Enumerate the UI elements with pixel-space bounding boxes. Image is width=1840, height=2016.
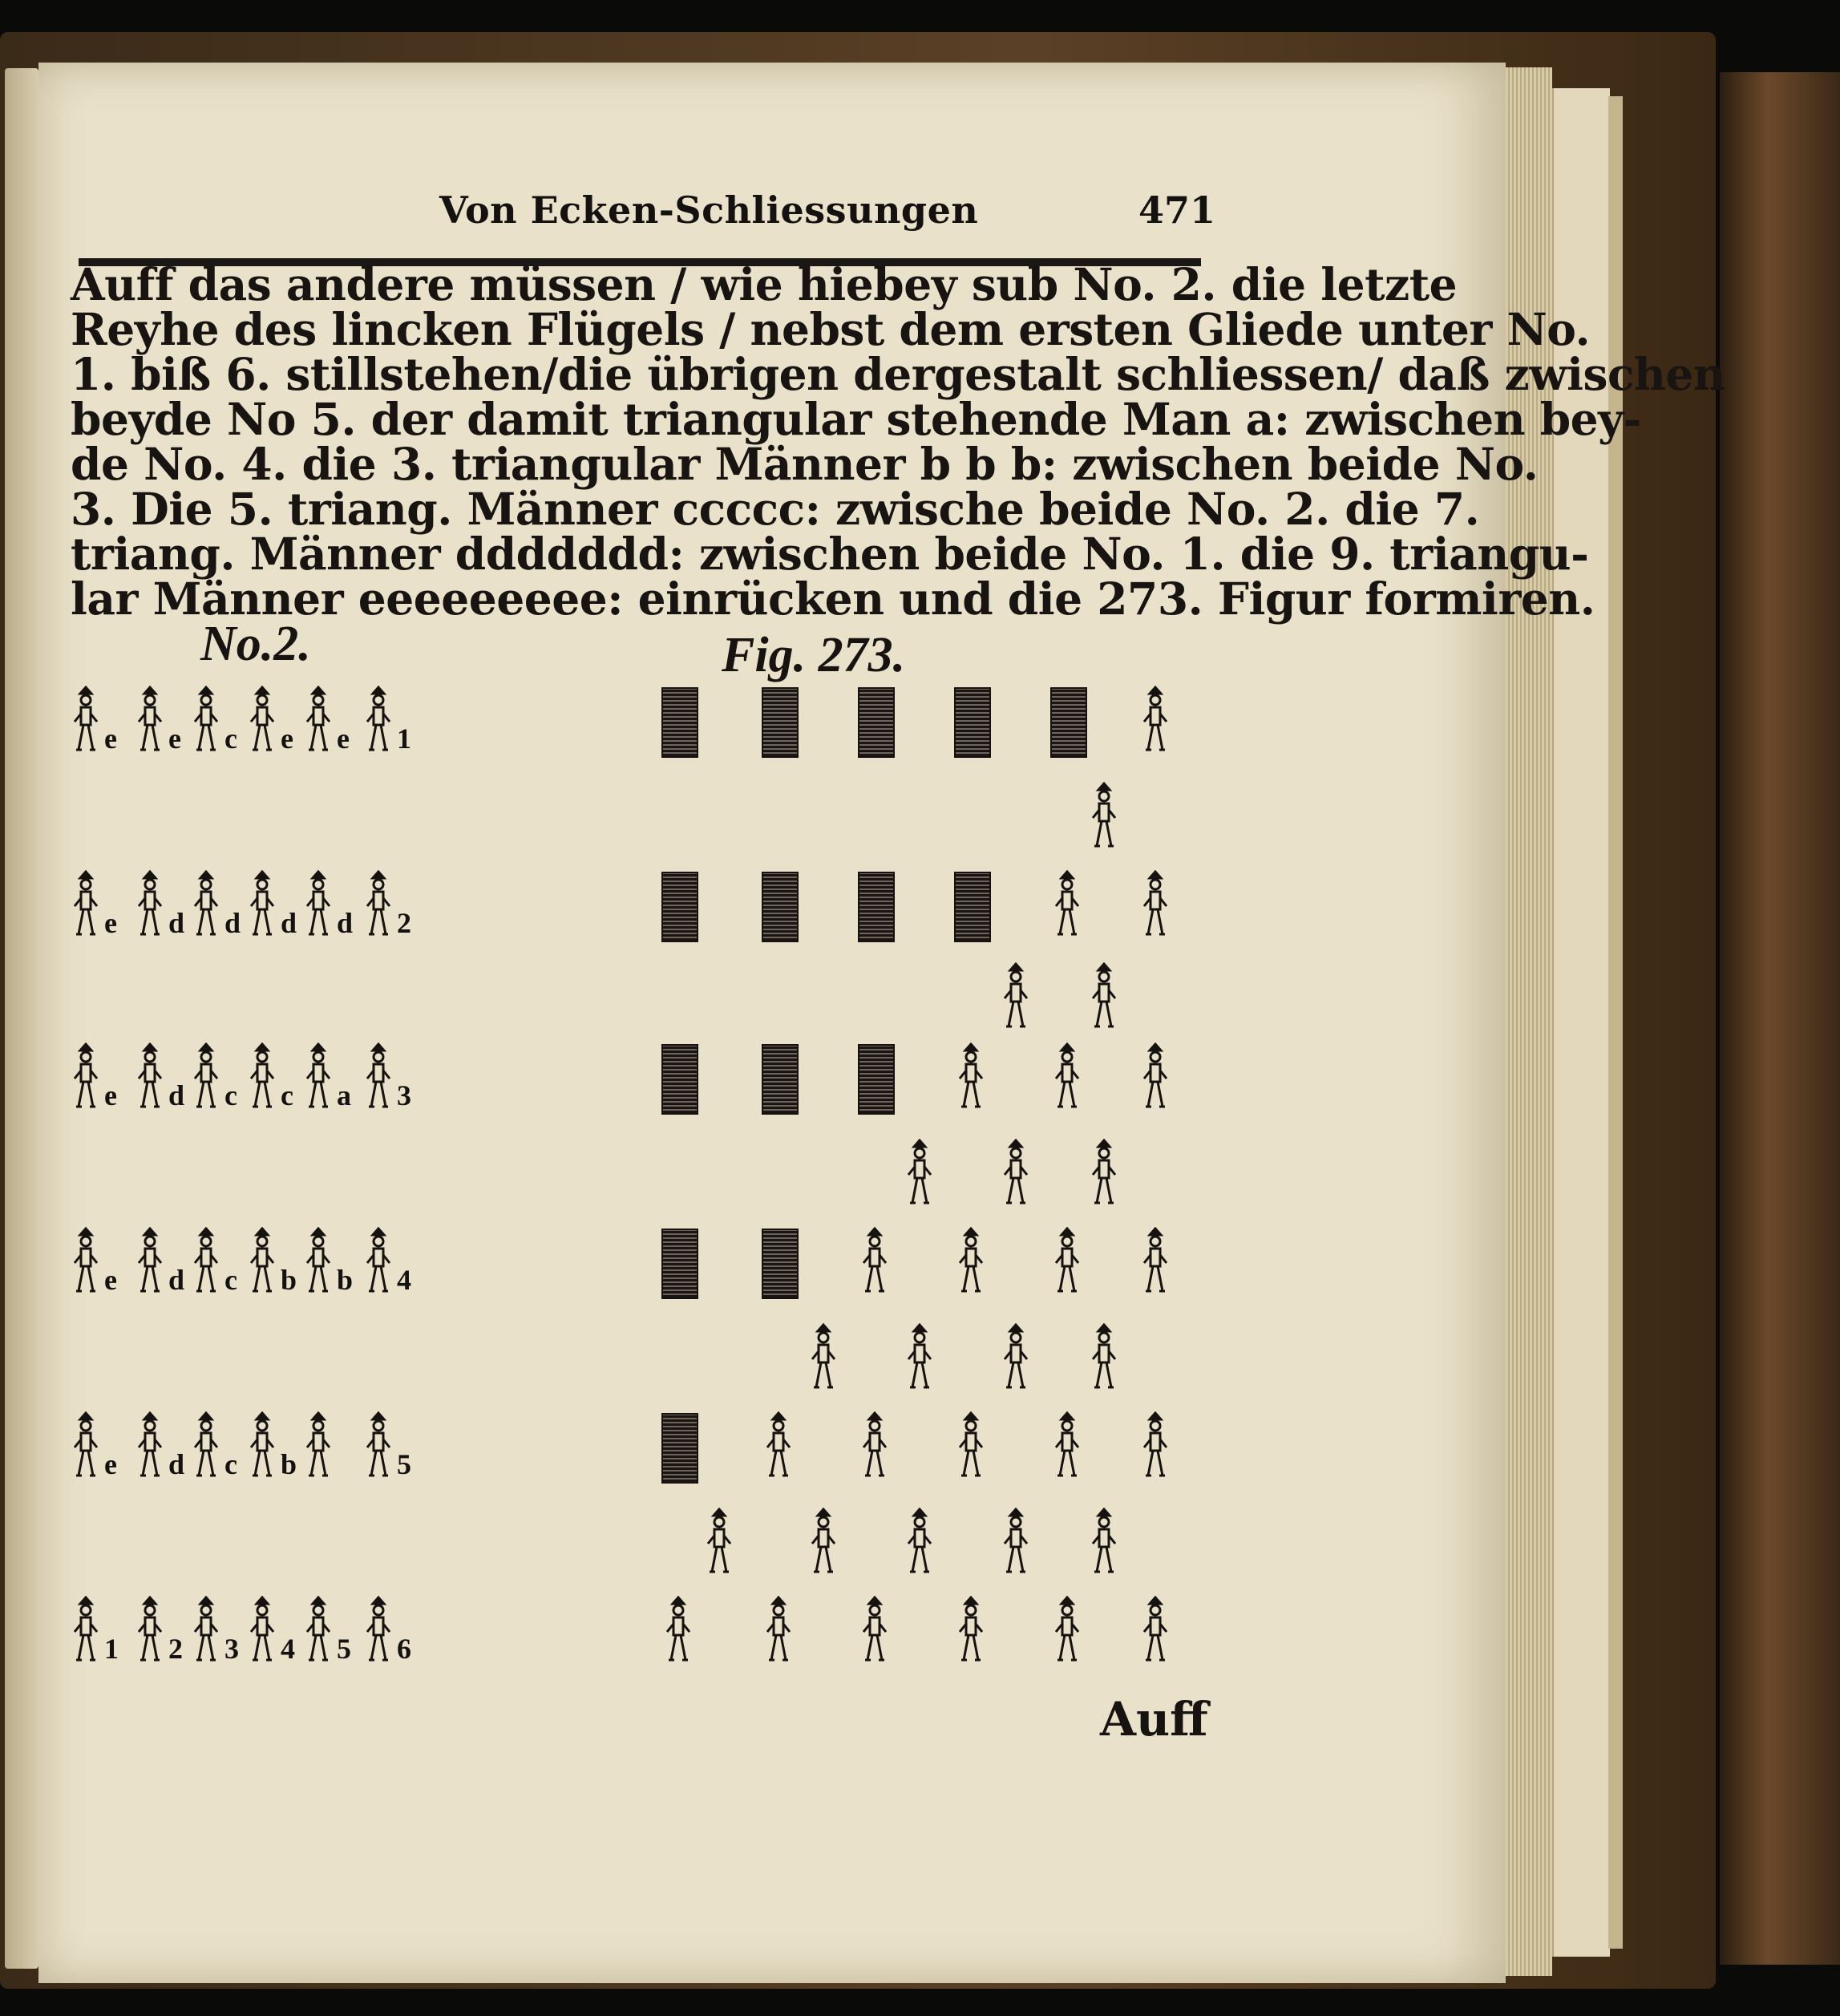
soldier-figure <box>1053 1596 1081 1666</box>
soldier-figure <box>665 1596 692 1666</box>
soldier-block <box>661 687 698 758</box>
rank-label: d <box>168 1264 185 1296</box>
catchword: Auff <box>1100 1692 1208 1747</box>
soldier-figure <box>1090 1139 1118 1209</box>
soldier-figure <box>365 686 392 756</box>
soldier-figure <box>249 870 276 941</box>
body-line: Auff das andere müssen / wie hiebey sub No. 2. die letzte <box>71 258 1458 310</box>
soldier-block <box>661 1044 698 1115</box>
body-line: 3. Die 5. triang. Männer ccccc: zwische beide No. 2. die 7. <box>71 483 1480 535</box>
soldier-figure <box>192 686 220 756</box>
soldier-figure <box>1090 1508 1118 1578</box>
page-number: 471 <box>1138 188 1216 232</box>
soldier-figure <box>1142 1411 1169 1482</box>
rank-label: c <box>224 1448 237 1480</box>
soldier-figure <box>305 870 332 941</box>
soldier-block <box>661 1413 698 1484</box>
soldier-figure <box>249 1227 276 1297</box>
soldier-figure <box>861 1227 888 1297</box>
rank-label: a <box>337 1079 351 1111</box>
rank-label: c <box>281 1079 293 1111</box>
soldier-figure <box>136 1227 164 1297</box>
body-line: 1. biß 6. stillstehen/die übrigen dergestalt schliessen/ daß zwischen <box>71 348 1725 400</box>
soldier-figure <box>305 686 332 756</box>
soldier-figure <box>906 1508 933 1578</box>
rank-label: b <box>337 1264 354 1296</box>
rank-label: d <box>224 907 241 939</box>
soldier-figure <box>1002 1139 1029 1209</box>
rank-label: 4 <box>397 1264 411 1296</box>
soldier-figure <box>72 1596 99 1666</box>
soldier-block <box>954 687 991 758</box>
soldier-block <box>762 1044 799 1115</box>
rank-label: e <box>104 1448 117 1480</box>
soldier-figure <box>72 686 99 756</box>
soldier-figure <box>72 870 99 941</box>
soldier-figure <box>365 1227 392 1297</box>
body-line: lar Männer eeeeeeeee: einrücken und die 273. Figur formiren. <box>71 573 1595 625</box>
body-line: Reyhe des lincken Flügels / nebst dem ersten Gliede unter No. <box>71 303 1591 355</box>
soldier-figure <box>1142 1596 1169 1666</box>
rank-label: c <box>224 723 237 755</box>
soldier-figure <box>192 1042 220 1113</box>
soldier-figure <box>1053 1227 1081 1297</box>
soldier-figure <box>1053 1411 1081 1482</box>
soldier-figure <box>136 870 164 941</box>
soldier-figure <box>365 1411 392 1482</box>
soldier-figure <box>72 1411 99 1482</box>
body-line: triang. Männer ddddddd: zwischen beide No. 1. die 9. triangu- <box>71 528 1589 580</box>
soldier-figure <box>305 1411 332 1482</box>
soldier-block <box>762 1229 799 1299</box>
soldier-figure <box>1142 1227 1169 1297</box>
soldier-figure <box>906 1139 933 1209</box>
soldier-figure <box>1002 1508 1029 1578</box>
soldier-figure <box>861 1411 888 1482</box>
soldier-figure <box>957 1227 985 1297</box>
rank-label: b <box>281 1264 297 1296</box>
soldier-figure <box>1142 870 1169 941</box>
rank-label: d <box>168 907 185 939</box>
soldier-figure <box>1002 1323 1029 1394</box>
soldier-figure <box>1090 1323 1118 1394</box>
rank-label: b <box>281 1448 297 1480</box>
rank-label: d <box>168 1448 185 1480</box>
running-head-title: Von Ecken-Schliessungen <box>439 188 979 232</box>
soldier-figure <box>72 1227 99 1297</box>
soldier-block <box>858 687 895 758</box>
rank-label: 2 <box>397 907 411 939</box>
soldier-figure <box>136 1411 164 1482</box>
soldier-figure <box>906 1323 933 1394</box>
soldier-figure <box>136 1042 164 1113</box>
book-spine-edge <box>1720 72 1840 1965</box>
soldier-figure <box>305 1596 332 1666</box>
soldier-figure <box>305 1227 332 1297</box>
left-page-edge <box>5 68 38 1969</box>
soldier-figure <box>1090 782 1118 852</box>
soldier-block <box>858 872 895 942</box>
rank-label: e <box>104 1264 117 1296</box>
soldier-figure <box>305 1042 332 1113</box>
soldier-block <box>858 1044 895 1115</box>
running-head <box>0 148 1523 232</box>
rank-label: e <box>104 723 117 755</box>
soldier-figure <box>192 1411 220 1482</box>
soldier-figure <box>810 1508 837 1578</box>
soldier-figure <box>365 870 392 941</box>
soldier-figure <box>249 686 276 756</box>
soldier-figure <box>72 1042 99 1113</box>
rank-label: 1 <box>397 723 411 755</box>
rank-label: d <box>281 907 297 939</box>
soldier-figure <box>861 1596 888 1666</box>
soldier-block <box>762 872 799 942</box>
soldier-figure <box>1090 962 1118 1033</box>
soldier-figure <box>706 1508 733 1578</box>
body-line: de No. 4. die 3. triangular Männer b b b: zwischen beide No. <box>71 438 1539 490</box>
soldier-figure <box>365 1596 392 1666</box>
soldier-figure <box>192 870 220 941</box>
soldier-figure <box>136 1596 164 1666</box>
rank-label: 3 <box>224 1633 239 1665</box>
rank-label: 2 <box>168 1633 183 1665</box>
rank-label: e <box>281 723 293 755</box>
soldier-figure <box>810 1323 837 1394</box>
soldier-figure <box>249 1411 276 1482</box>
soldier-figure <box>957 1596 985 1666</box>
rank-label: e <box>168 723 181 755</box>
soldier-figure <box>365 1042 392 1113</box>
soldier-figure <box>1142 1042 1169 1113</box>
soldier-figure <box>957 1042 985 1113</box>
soldier-figure <box>1002 962 1029 1033</box>
rank-label: e <box>104 907 117 939</box>
soldier-block <box>954 872 991 942</box>
soldier-figure <box>249 1042 276 1113</box>
soldier-figure <box>1053 870 1081 941</box>
figure-left-caption: No.2. <box>200 617 311 671</box>
figure-right-caption: Fig. 273. <box>722 628 906 682</box>
soldier-block <box>661 1229 698 1299</box>
soldier-block <box>661 872 698 942</box>
soldier-block <box>762 687 799 758</box>
soldier-figure <box>1142 686 1169 756</box>
rank-label: 5 <box>397 1448 411 1480</box>
rank-label: 1 <box>104 1633 119 1665</box>
soldier-block <box>1050 687 1087 758</box>
soldier-figure <box>136 686 164 756</box>
rank-label: e <box>337 723 350 755</box>
rank-label: c <box>224 1079 237 1111</box>
soldier-figure <box>765 1411 792 1482</box>
soldier-figure <box>765 1596 792 1666</box>
rank-label: 6 <box>397 1633 411 1665</box>
body-line: beyde No 5. der damit triangular stehende Man a: zwischen bey- <box>71 393 1641 445</box>
rank-label: 3 <box>397 1079 411 1111</box>
rank-label: 4 <box>281 1633 295 1665</box>
rank-label: 5 <box>337 1633 351 1665</box>
rank-label: d <box>168 1079 185 1111</box>
soldier-figure <box>192 1596 220 1666</box>
soldier-figure <box>249 1596 276 1666</box>
rank-label: d <box>337 907 354 939</box>
rank-label: e <box>104 1079 117 1111</box>
soldier-figure <box>192 1227 220 1297</box>
rank-label: c <box>224 1264 237 1296</box>
soldier-figure <box>957 1411 985 1482</box>
soldier-figure <box>1053 1042 1081 1113</box>
